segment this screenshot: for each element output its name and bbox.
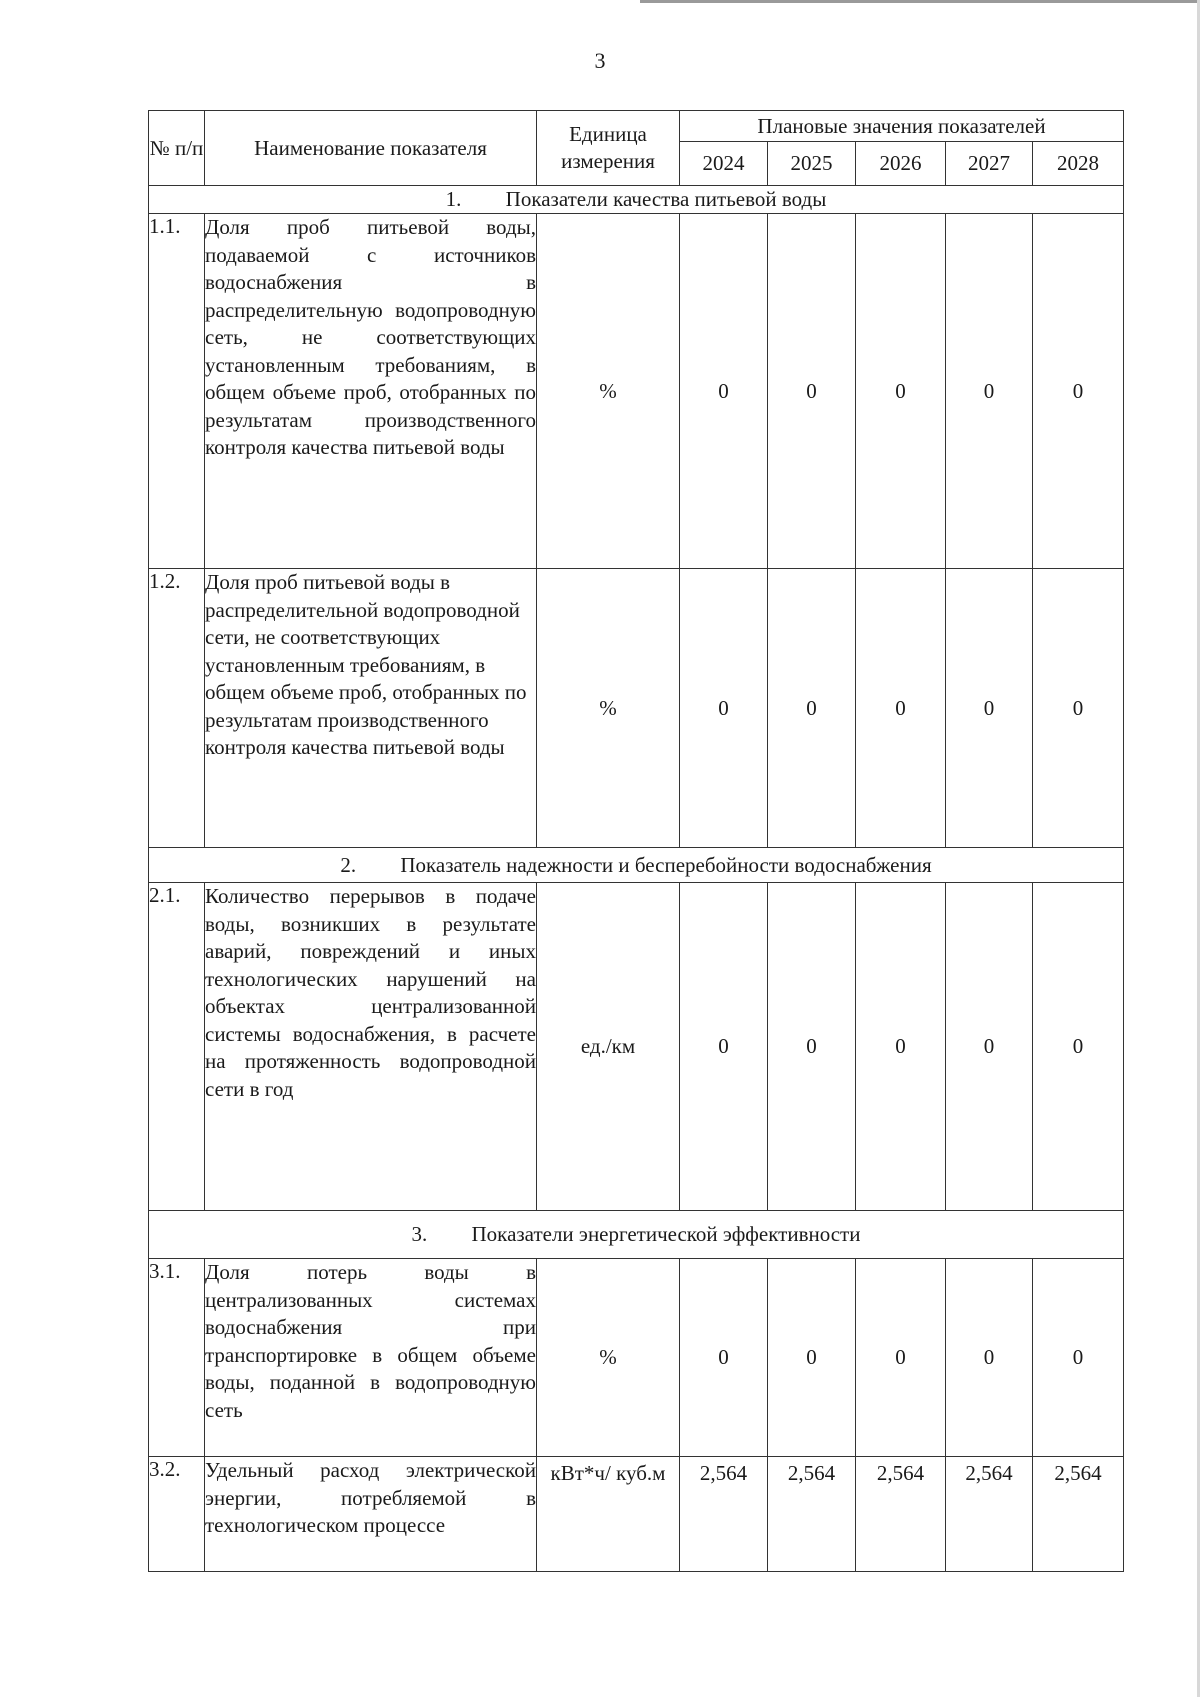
row-name	[205, 1457, 537, 1572]
row-index: 2.1.	[149, 883, 205, 1211]
section-row	[149, 1211, 1124, 1259]
row-value-2026: 0	[856, 569, 946, 848]
row-unit: %	[537, 569, 680, 848]
section-row	[149, 848, 1124, 883]
row-value-2024: 0	[680, 569, 768, 848]
table-row	[149, 1259, 1124, 1457]
section-row	[149, 186, 1124, 214]
table-row	[149, 883, 1124, 1211]
row-value-2027: 0	[946, 1259, 1033, 1457]
section-title: Показатели энергетической эффективности	[471, 1222, 861, 1246]
row-name	[205, 1259, 537, 1457]
header-row-1	[149, 111, 1124, 142]
row-value-2026: 0	[856, 883, 946, 1211]
row-name-text: Доля проб питьевой воды, подаваемой с источников водоснабжения в распределительную водопроводную сеть, не соответствующих установленным требованиям, в общем объеме проб, отобранных по результатам производственного контроля качества питьевой воды	[205, 215, 536, 459]
row-value-2027: 0	[946, 569, 1033, 848]
section-heading	[149, 848, 1124, 883]
row-value-2025: 0	[768, 569, 856, 848]
row-value-2025: 0	[768, 214, 856, 569]
row-unit: %	[537, 214, 680, 569]
row-index: 1.2.	[149, 569, 205, 848]
page-number: 3	[594, 48, 606, 73]
section-title: Показатель надежности и бесперебойности водоснабжения	[400, 852, 932, 877]
row-unit: %	[537, 1259, 680, 1457]
row-name	[205, 883, 537, 1211]
row-name-text: Доля проб питьевой воды в распределительной водопроводной сети, не соответствующих установленным требованиям, в общем объеме проб, отобранных по результатам производственного контроля качества питьевой воды	[205, 570, 527, 759]
row-name-text: Количество перерывов в подаче воды, возникших в результате аварий, повреждений и иных технологических нарушений на объектах централизованной системы водоснабжения, в расчете на протяженность водопроводной сети в год	[205, 884, 536, 1101]
row-value-2026: 2,564	[856, 1457, 946, 1572]
row-value-2024: 0	[680, 883, 768, 1211]
section-number: 1.	[445, 187, 462, 211]
row-value-2028: 0	[1033, 569, 1124, 848]
header-year: 2026	[856, 142, 946, 186]
table-row	[149, 569, 1124, 848]
scan-edge-top	[640, 0, 1200, 3]
row-name	[205, 569, 537, 848]
row-value-2027: 2,564	[946, 1457, 1033, 1572]
header-planned: Плановые значения показателей	[680, 111, 1124, 142]
section-heading	[149, 1211, 1124, 1259]
row-value-2028: 0	[1033, 214, 1124, 569]
section-title: Показатели качества питьевой воды	[505, 187, 827, 211]
row-value-2026: 0	[856, 1259, 946, 1457]
row-value-2025: 2,564	[768, 1457, 856, 1572]
table-row	[149, 214, 1124, 569]
row-index: 3.2.	[149, 1457, 205, 1572]
indicators-table	[148, 110, 1124, 1572]
section-number: 2.	[340, 852, 357, 877]
header-num: № п/п	[149, 111, 205, 186]
row-index: 3.1.	[149, 1259, 205, 1457]
row-value-2028: 0	[1033, 883, 1124, 1211]
section-heading	[149, 186, 1124, 214]
row-index: 1.1.	[149, 214, 205, 569]
header-year: 2027	[946, 142, 1033, 186]
row-value-2027: 0	[946, 883, 1033, 1211]
header-year: 2028	[1033, 142, 1124, 186]
row-value-2025: 0	[768, 1259, 856, 1457]
header-unit: Единица измерения	[537, 111, 680, 186]
row-value-2024: 2,564	[680, 1457, 768, 1572]
row-unit: ед./км	[537, 883, 680, 1211]
table-row	[149, 1457, 1124, 1572]
row-value-2026: 0	[856, 214, 946, 569]
header-year: 2025	[768, 142, 856, 186]
row-value-2024: 0	[680, 214, 768, 569]
row-name-text: Удельный расход электрической энергии, потребляемой в технологическом процессе	[205, 1458, 536, 1537]
row-unit: кВт*ч/ куб.м	[537, 1457, 680, 1572]
row-name	[205, 214, 537, 569]
row-name-text: Доля потерь воды в централизованных системах водоснабжения при транспортировке в общем объеме воды, поданной в водопроводную сеть	[205, 1260, 536, 1422]
row-value-2027: 0	[946, 214, 1033, 569]
header-year: 2024	[680, 142, 768, 186]
row-value-2028: 2,564	[1033, 1457, 1124, 1572]
header-name: Наименование показателя	[205, 111, 537, 186]
row-value-2024: 0	[680, 1259, 768, 1457]
section-number: 3.	[411, 1222, 428, 1246]
row-value-2025: 0	[768, 883, 856, 1211]
row-value-2028: 0	[1033, 1259, 1124, 1457]
